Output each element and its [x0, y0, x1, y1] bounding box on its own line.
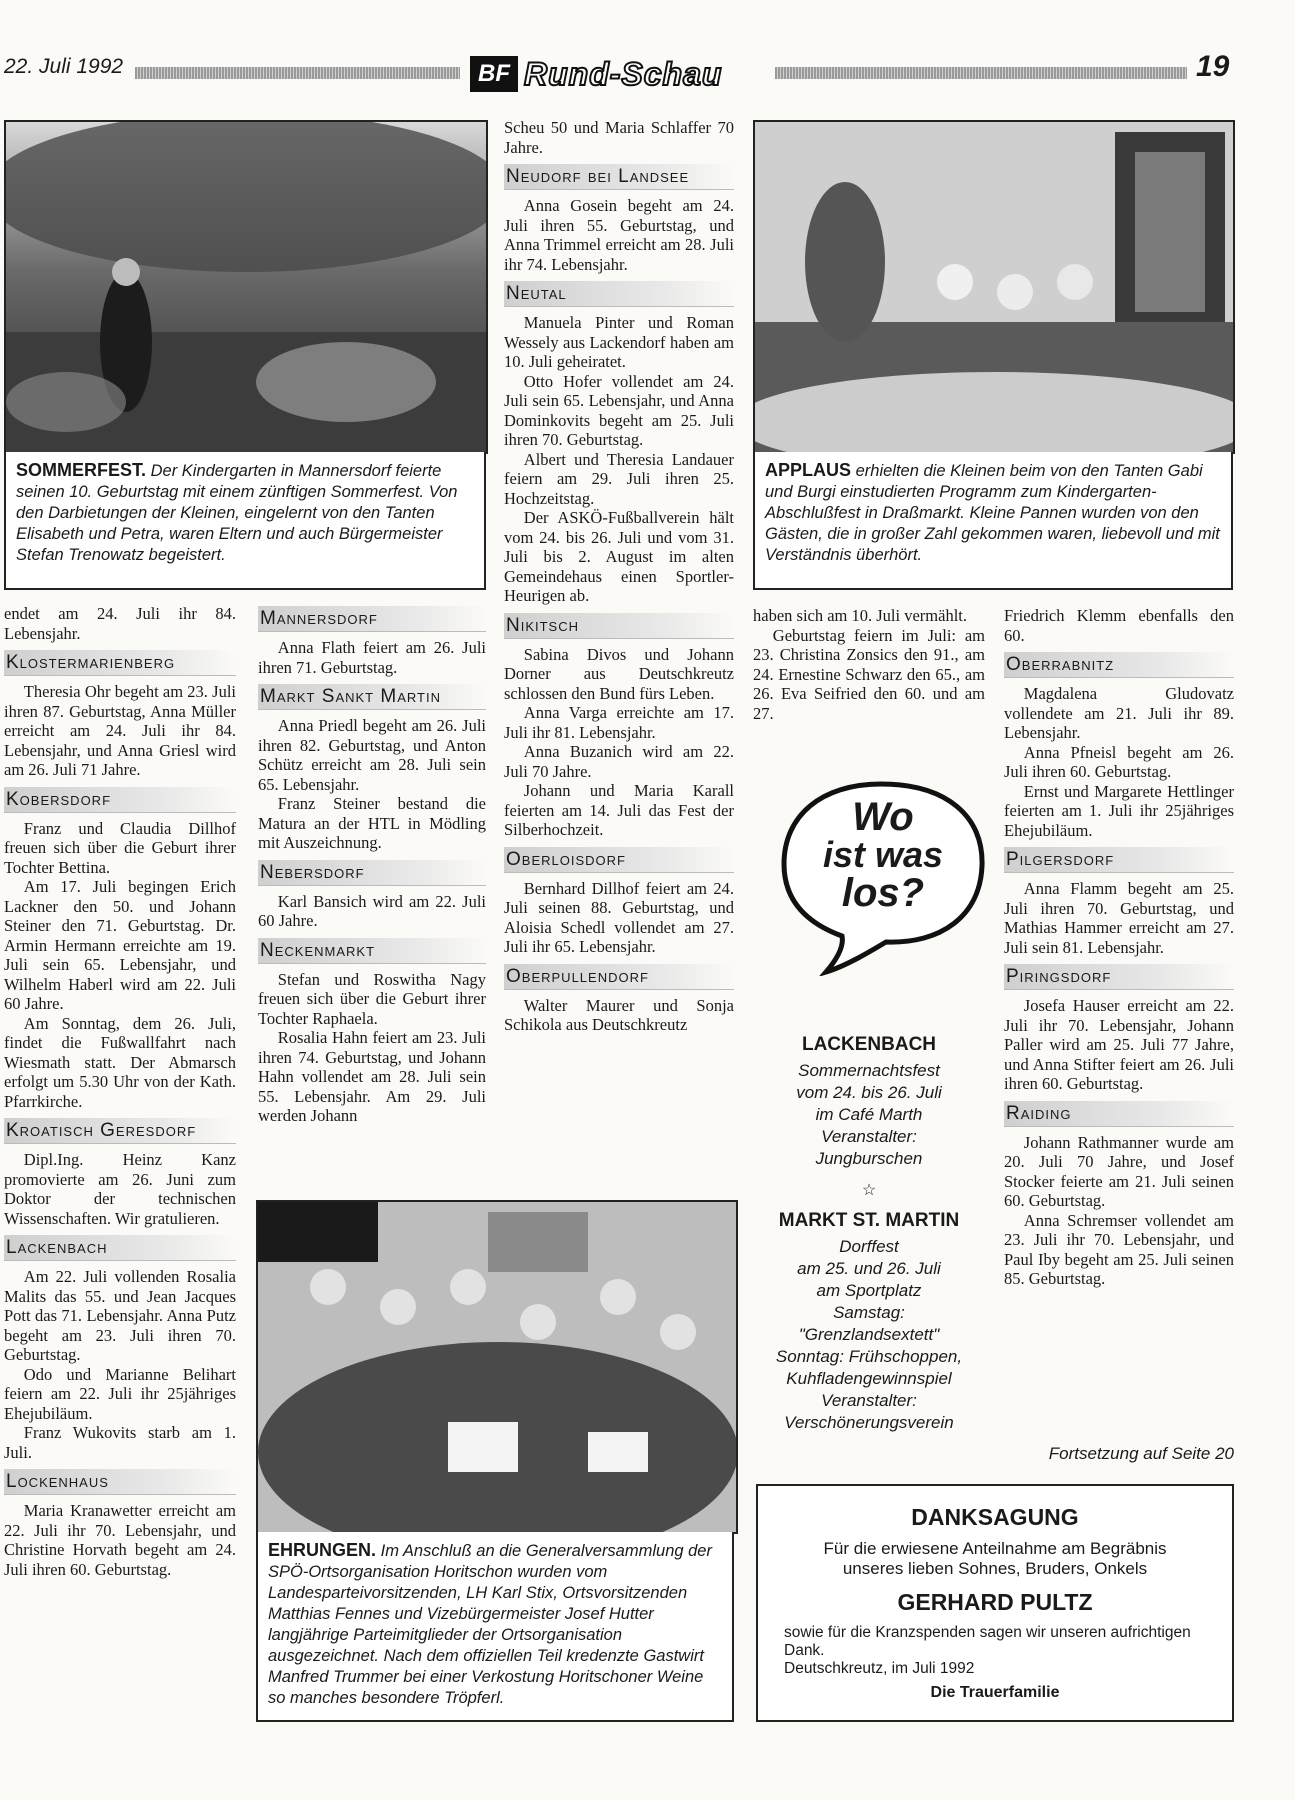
section-heading: Oberloisdorf: [504, 847, 734, 873]
paragraph: Franz Wukovits starb am 1. Juli.: [4, 1423, 236, 1462]
speech-bubble: [776, 776, 990, 976]
section-heading: Oberrabnitz: [1004, 652, 1234, 678]
paragraph: Anna Varga erreichte am 17. Juli ihr 81. Lebensjahr.: [504, 703, 734, 742]
section-heading: Pilgersdorf: [1004, 847, 1234, 873]
paragraph: Odo und Marianne Belihart feiern am 22. Juli ihr 25jähriges Ehejubiläum.: [4, 1364, 236, 1423]
event-title: MARKT ST. MARTIN: [778, 1210, 960, 1231]
paragraph: Anna Priedl begeht am 26. Juli ihren 82. Geburtstag, und Anton Schütz erreicht am 28. Juli sein 65. Lebensjahr.: [258, 716, 486, 794]
column-middle: [504, 118, 734, 1035]
event-markt-st-martin: [753, 1210, 985, 1434]
paragraph: Stefan und Roswitha Nagy freuen sich über die Geburt ihrer Tochter Raphaela.: [258, 969, 486, 1028]
section-heading: Markt Sankt Martin: [258, 684, 486, 710]
events-list: [753, 1034, 985, 1434]
paragraph: Scheu 50 und Maria Schlaffer 70 Jahre.: [504, 118, 734, 157]
paragraph: Am 17. Juli begingen Erich Lackner den 50. und Johann Steiner den 71. Geburtstag. Dr. Armin Hermann erreichte am 19. Juli sein 65. Lebensjahr, und Wilhelm Haberl wird am 22. Juli 60 Jahre.: [4, 877, 236, 1013]
paragraph: Friedrich Klemm ebenfalls den 60.: [1004, 606, 1234, 645]
paragraph: Dipl.Ing. Heinz Kanz promovierte am 26. Juni zum Doktor der technischen Wissenschaften. Wir gratulieren.: [4, 1150, 236, 1228]
paragraph: Anna Flath feiert am 26. Juli ihren 71. Geburtstag.: [258, 638, 486, 677]
event-line: Kuhfladengewinnspiel: [786, 1369, 952, 1388]
caption-ehrungen-title: EHRUNGEN.: [268, 1540, 377, 1560]
section-heading: Lackenbach: [4, 1235, 236, 1261]
thanks-line: sowie für die Kranzspenden sagen wir unseren aufrichtigen Dank.: [784, 1624, 1191, 1659]
event-line: Sonntag: Frühschoppen,: [775, 1347, 963, 1366]
event-line: am 25. und 26. Juli: [797, 1259, 941, 1278]
section-heading: Piringsdorf: [1004, 964, 1234, 990]
photo-sommerfest-image: [6, 122, 486, 452]
photo-ehrungen-image: [258, 1202, 736, 1532]
bubble-line: los?: [841, 871, 925, 915]
caption-applaus-title: APPLAUS: [765, 460, 852, 480]
section-heading: Neudorf bei Landsee: [504, 164, 734, 190]
thanks-line: Deutschkreutz, im Juli 1992: [784, 1660, 975, 1677]
paragraph: haben sich am 10. Juli vermählt.: [753, 606, 967, 625]
caption-sommerfest-title: SOMMERFEST.: [16, 460, 147, 480]
section-heading: Neckenmarkt: [258, 938, 486, 964]
event-line: Verschönerungsverein: [784, 1413, 954, 1432]
header-rule-left: [135, 67, 460, 79]
paragraph: Anna Flamm begeht am 25. Juli ihren 70. Geburtstag, und Mathias Hammer erreicht am 27. Juli sein 81. Lebensjahr.: [1004, 879, 1234, 957]
event-line: vom 24. bis 26. Juli: [796, 1083, 942, 1102]
caption-sommerfest-text: Der Kindergarten in Mannersdorf feierte seinen 10. Geburtstag mit einem zünftigen Sommerfest. Von den Darbietungen der Kleinen, eingelernt von den Tanten Elisabeth und Petra, waren Eltern und auch Bürgermeister Stefan Trenowatz begeistert.: [16, 462, 458, 564]
logo-mark: BF: [470, 56, 518, 92]
event-line: Veranstalter:: [821, 1127, 917, 1146]
section-heading: Neutal: [504, 281, 734, 307]
paragraph: Theresia Ohr begeht am 23. Juli ihren 87. Geburtstag, Anna Müller erreicht am 24. Juli ihr 84. Lebensjahr, und Anna Griesl wird am 26. Juli 71 Jahre.: [4, 682, 236, 779]
paragraph: Ernst und Margarete Hettlinger feierten am 1. Juli ihr 25jähriges Ehejubiläum.: [1004, 781, 1234, 840]
thanks-title: DANKSAGUNG: [911, 1504, 1079, 1530]
paragraph: Johann Rathmanner wurde am 20. Juli 70 Jahre, und Josef Stocker feierte am 21. Juli seinen 60. Geburtstag.: [1004, 1132, 1234, 1210]
page-number: 19: [1196, 50, 1230, 83]
paragraph: Franz und Claudia Dillhof freuen sich über die Geburt ihrer Tochter Bettina.: [4, 818, 236, 877]
paragraph: Sabina Divos und Johann Dorner aus Deutschkreutz schlossen den Bund fürs Leben.: [504, 644, 734, 703]
bubble-line: Wo: [852, 795, 914, 839]
event-line: Samstag:: [833, 1303, 905, 1322]
issue-date: 22. Juli 1992: [4, 55, 124, 78]
column-b: [258, 606, 486, 1126]
paragraph: Otto Hofer vollendet am 24. Juli sein 65. Lebensjahr, und Anna Dominkovits begeht am 25. Juli ihren 70. Geburtstag.: [504, 371, 734, 449]
paragraph: Anna Buzanich wird am 22. Juli 70 Jahre.: [504, 742, 734, 781]
photo-sommerfest: [4, 120, 488, 454]
section-heading: Raiding: [1004, 1101, 1234, 1127]
caption-ehrungen: [256, 1532, 734, 1722]
event-line: "Grenzlandsextett": [798, 1325, 940, 1344]
brand-name: Rund-Schau: [524, 55, 723, 92]
section-heading: Oberpullendorf: [504, 964, 734, 990]
bubble-line: ist was: [822, 834, 944, 875]
paragraph: Bernhard Dillhof feiert am 24. Juli seinen 88. Geburtstag, und Aloisia Schedl vollendet am 27. Juli ihr 65. Lebensjahr.: [504, 878, 734, 956]
paragraph: Walter Maurer und Sonja Schikola aus Deutschkreutz: [504, 995, 734, 1034]
thanks-notice: [756, 1484, 1234, 1722]
event-line: Jungburschen: [815, 1149, 923, 1168]
paragraph: Am Sonntag, dem 26. Juli, findet die Fußwallfahrt nach Wiesmath statt. Der Abmarsch erfolgt um 5.30 Uhr von der Kath. Pfarrkirche.: [4, 1013, 236, 1111]
caption-applaus-text: erhielten die Kleinen beim von den Tanten Gabi und Burgi einstudierten Programm zum Kindergarten-Abschlußfest in Draßmarkt. Kleine Pannen wurden von den Gästen, die in großer Zahl gekommen waren, liebevoll und mit Verständnis überhört.: [765, 462, 1220, 564]
photo-ehrungen: [256, 1200, 738, 1534]
section-heading: Nikitsch: [504, 613, 734, 639]
star-icon: ☆: [861, 1182, 877, 1199]
paragraph: Franz Steiner bestand die Matura an der HTL in Mödling mit Auszeichnung.: [258, 794, 486, 852]
thanks-line: Für die erwiesene Anteilnahme am Begräbnis: [823, 1539, 1167, 1558]
paragraph: Am 22. Juli vollenden Rosalia Malits das 55. und Jean Jacques Pott das 71. Lebensjahr. Anna Putz begeht am 23. Juli ihren 70. Geburtstag.: [4, 1267, 236, 1364]
continued-note: Fortsetzung auf Seite 20: [1048, 1444, 1234, 1463]
thanks-signature: Die Trauerfamilie: [930, 1684, 1060, 1701]
paragraph: Maria Kranawetter erreicht am 22. Juli ihr 70. Lebensjahr, und Christine Horvath begeht am 24. Juli ihren 60. Geburtstag.: [4, 1501, 236, 1579]
column-e: [1004, 606, 1234, 1289]
paragraph: Johann und Maria Karall feierten am 14. Juli das Fest der Silberhochzeit.: [504, 781, 734, 839]
masthead-logo: [470, 55, 760, 93]
header-rule-right: [775, 67, 1187, 79]
event-line: im Café Marth: [815, 1105, 923, 1124]
paragraph: Anna Gosein begeht am 24. Juli ihren 55. Geburtstag, und Anna Trimmel erreicht am 28. Juli ihr 74. Lebensjahr.: [504, 196, 734, 274]
paragraph: Karl Bansich wird am 22. Juli 60 Jahre.: [258, 891, 486, 930]
paragraph: Der ASKÖ-Fußballverein hält vom 24. bis 26. Juli und vom 31. Juli bis 2. August im alten Gemeindehaus einen Sportler-Heurigen ab.: [504, 508, 734, 605]
thanks-name: GERHARD PULTZ: [897, 1589, 1093, 1615]
section-heading: Lockenhaus: [4, 1469, 236, 1495]
paragraph: endet am 24. Juli ihr 84. Lebensjahr.: [4, 604, 236, 643]
section-heading: Mannersdorf: [258, 606, 486, 632]
event-title: LACKENBACH: [801, 1034, 937, 1055]
section-heading: Klostermarienberg: [4, 650, 236, 676]
paragraph: Magdalena Gludovatz vollendete am 21. Juli ihr 89. Lebensjahr.: [1004, 684, 1234, 742]
section-heading: Kobersdorf: [4, 787, 236, 813]
photo-applaus: [753, 120, 1235, 454]
photo-applaus-image: [755, 122, 1233, 452]
paragraph: Albert und Theresia Landauer feiern am 29. Juli ihren 25. Hochzeitstag.: [504, 449, 734, 508]
column-d: [753, 606, 985, 723]
column-a: [4, 604, 236, 1579]
event-line: Dorffest: [839, 1237, 899, 1256]
paragraph: Geburtstag feiern im Juli: am 23. Christina Zonsics den 91., am 24. Ernestine Schwarz den 65., am 26. Eva Seifried den 60. und am 27.: [753, 625, 985, 723]
event-line: Veranstalter:: [821, 1391, 917, 1410]
caption-applaus: [753, 452, 1233, 590]
section-heading: Nebersdorf: [258, 860, 486, 886]
event-line: am Sportplatz: [816, 1281, 922, 1300]
thanks-line: unseres lieben Sohnes, Bruders, Onkels: [842, 1559, 1148, 1578]
paragraph: Anna Pfneisl begeht am 26. Juli ihren 60. Geburtstag.: [1004, 742, 1234, 781]
paragraph: Anna Schremser vollendet am 23. Juli ihr 70. Lebensjahr, und Paul Iby begeht am 25. Juli seinen 85. Geburtstag.: [1004, 1210, 1234, 1288]
paragraph: Josefa Hauser erreicht am 22. Juli ihr 70. Lebensjahr, Johann Paller wird am 25. Juli 77 Jahre, und Anna Stifter feiert am 26. Juli ihren 60. Geburtstag.: [1004, 996, 1234, 1093]
caption-ehrungen-text: Im Anschluß an die Generalversammlung der SPÖ-Ortsorganisation Horitschon wurden vom Landesparteivorsitzenden, LH Karl Stix, Ortsvorsitzenden Matthias Fennes und Vizebürgermeister Josef Hutter langjährige Parteimitglieder der Ortsorganisation ausgezeichnet. Nach dem offiziellen Teil kredenzte Gastwirt Manfred Trummer bei einer Verkostung Horitschoner Weine so manches besondere Tröpferl.: [268, 1542, 712, 1707]
event-lackenbach: [753, 1034, 985, 1170]
paragraph: Manuela Pinter und Roman Wessely aus Lackendorf haben am 10. Juli geheiratet.: [504, 313, 734, 371]
section-heading: Kroatisch Geresdorf: [4, 1118, 236, 1144]
caption-sommerfest: [4, 452, 486, 590]
paragraph: Rosalia Hahn feiert am 23. Juli ihren 74. Geburtstag, und Johann Hahn vollendet am 28. Juli sein 55. Lebensjahr. Am 29. Juli werden Johann: [258, 1028, 486, 1125]
event-line: Sommernachtsfest: [798, 1061, 940, 1080]
